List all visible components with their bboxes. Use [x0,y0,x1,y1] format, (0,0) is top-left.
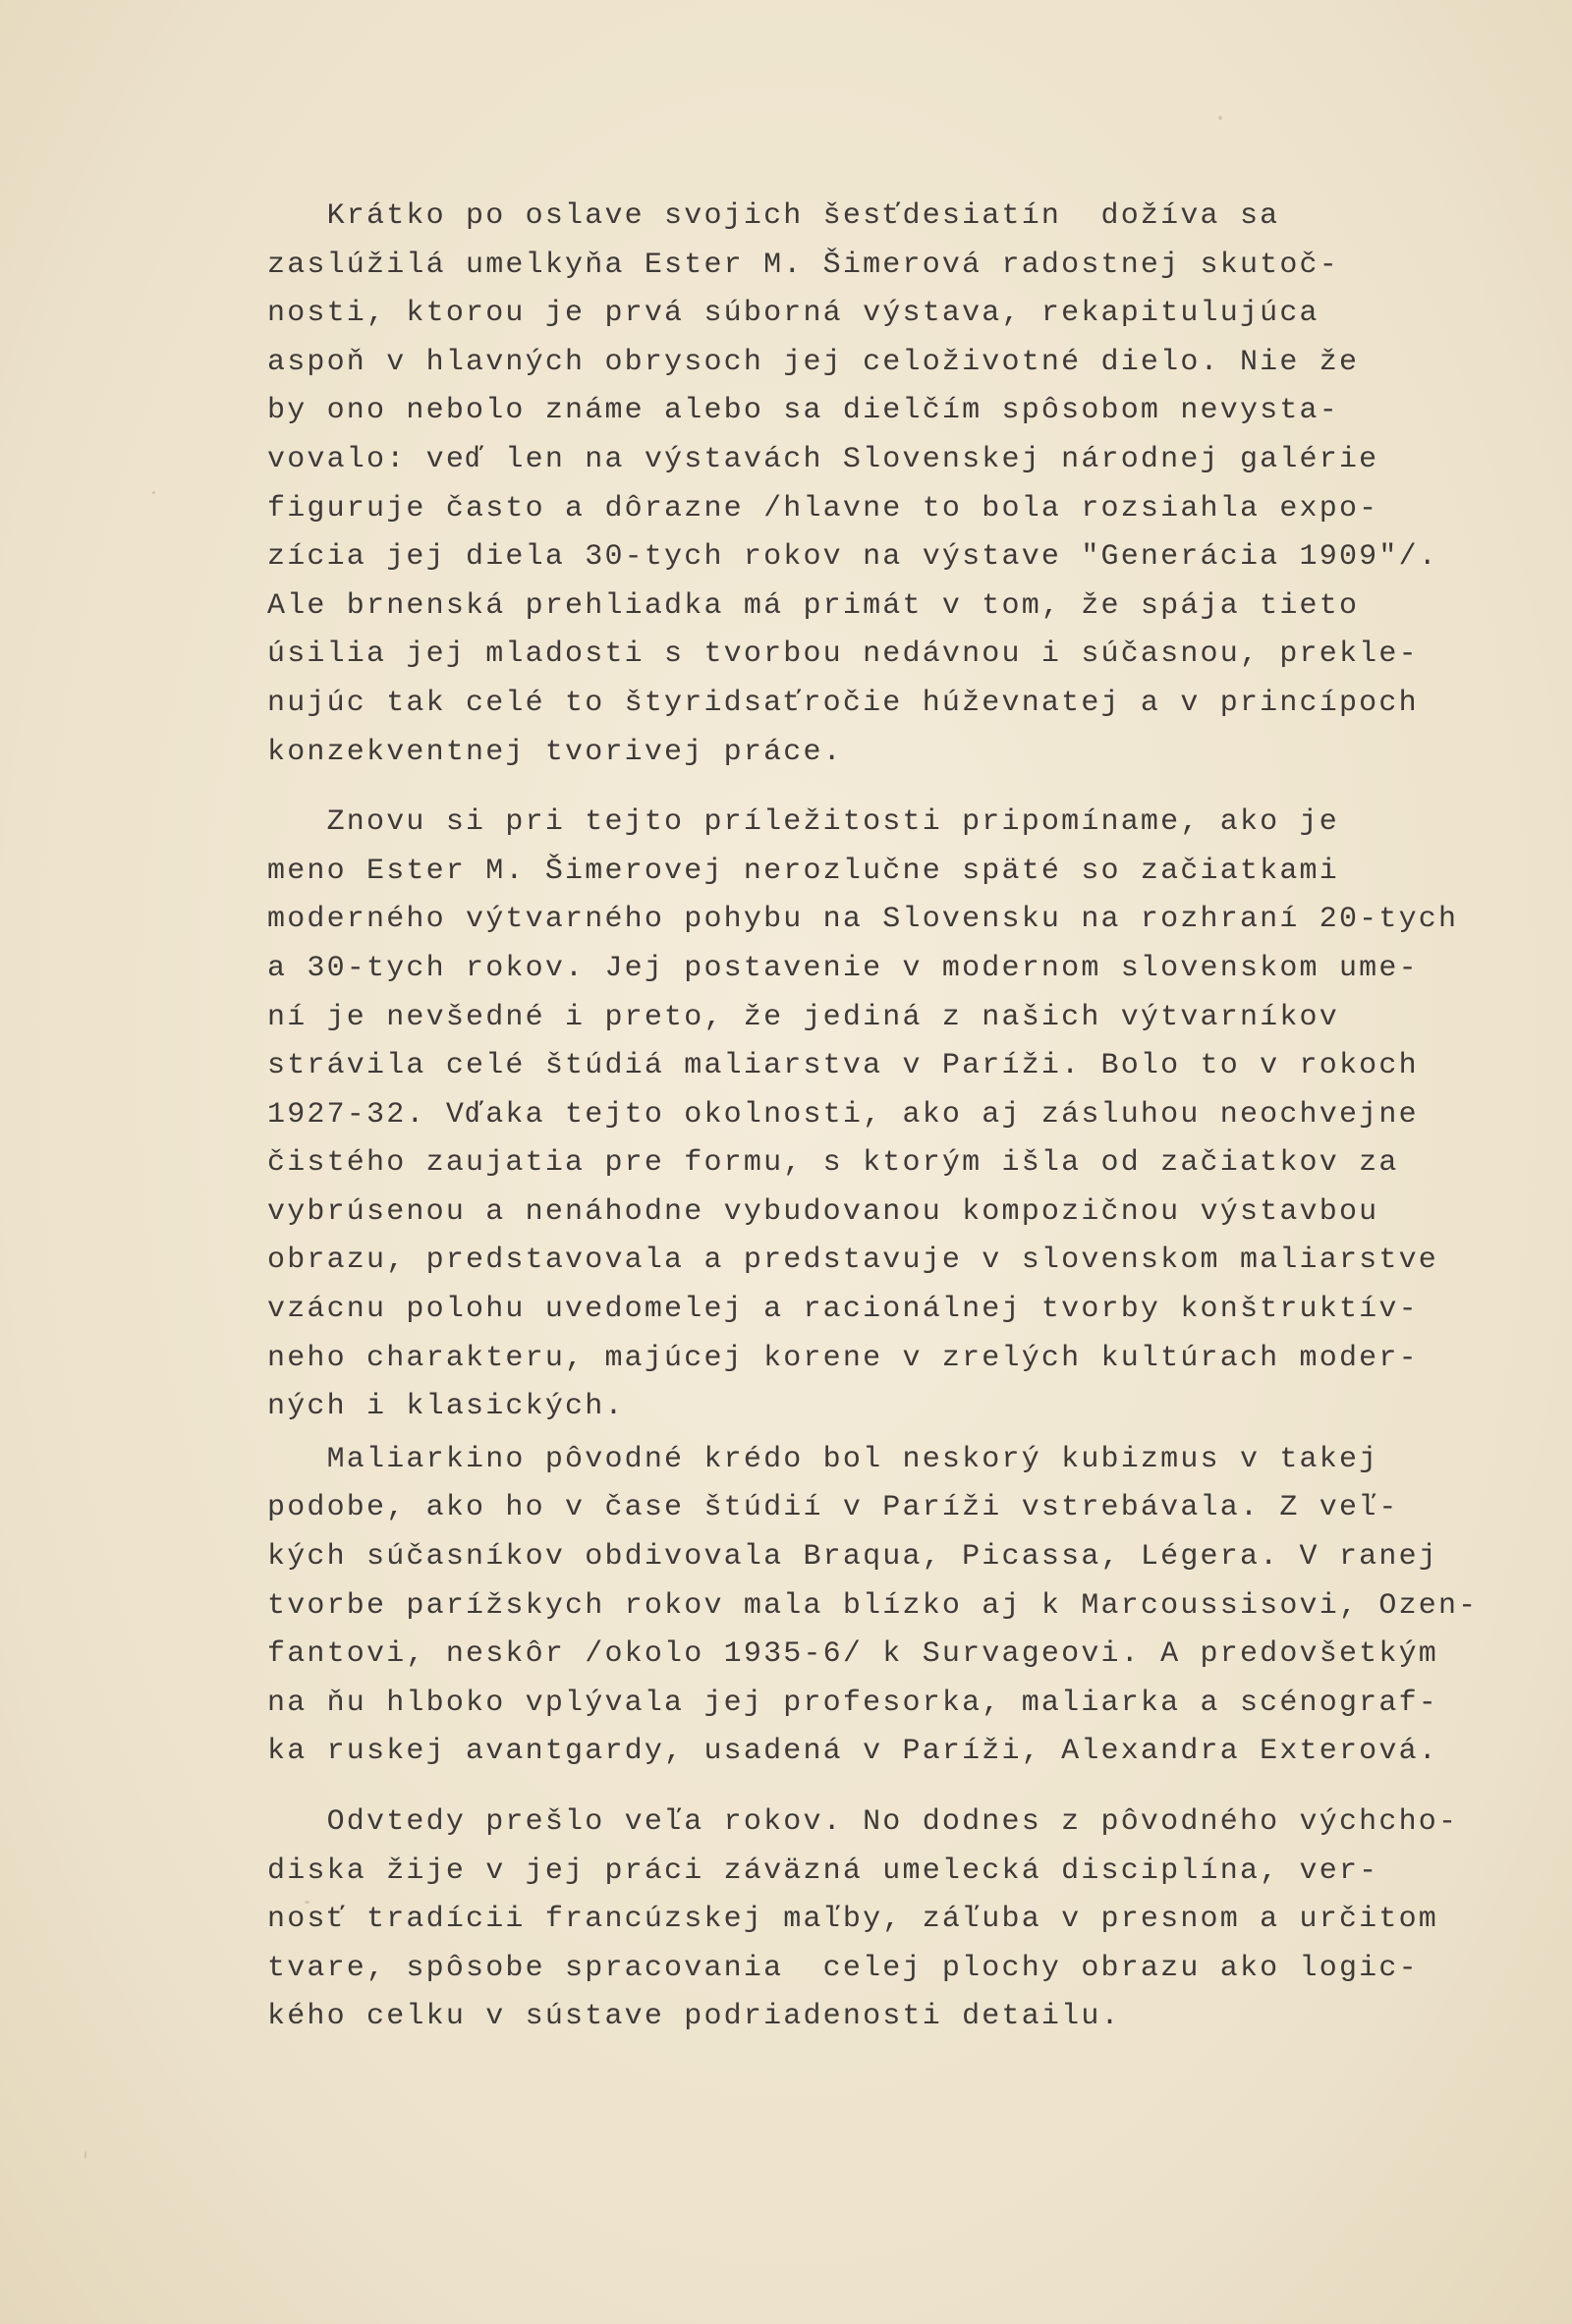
text-line: strávila celé štúdiá maliarstva v Paríži. Bolo to v rokoch [267,1049,1419,1083]
paragraph-spacing [267,1777,1544,1798]
text-line: 1927-32. Vďaka tejto okolnosti, ako aj zásluhou neochvejne [267,1097,1419,1132]
text-line: na ňu hlboko vplývala jej profesorka, maliarka a scénograf- [267,1686,1438,1720]
text-line: aspoň v hlavných obrysoch jej celoživotné dielo. Nie že [267,345,1360,379]
text-line: vovalo: veď len na výstavách Slovenskej národnej galérie [267,442,1379,476]
paragraph-spacing [267,777,1544,799]
text-line: úsilia jej mladosti s tvorbou nedávnou i súčasnou, prekle- [267,637,1419,672]
text-line: konzekventnej tvorivej práce. [267,735,843,769]
text-line: meno Ester M. Šimerovej nerozlučne späté so začiatkami [267,854,1339,888]
text-line: Odvtedy prešlo veľa rokov. No dodnes z pôvodného výchcho- [267,1805,1459,1839]
text-line: ka ruskej avantgardy, usadená v Paríži, Alexandra Exterová. [267,1735,1438,1769]
text-line: fantovi, neskôr /okolo 1935-6/ k Survageovi. A predovšetkým [267,1637,1438,1672]
text-line: vybrúsenou a nenáhodne vybudovanou kompozičnou výstavbou [267,1194,1379,1229]
paragraph-3 [267,1436,1544,1777]
text-line: zaslúžilá umelkyňa Ester M. Šimerová radostnej skutoč- [267,248,1339,282]
text-line: kých súčasníkov obdivovala Braqua, Picassa, Légera. V ranej [267,1540,1438,1575]
paragraph-1 [267,193,1544,777]
text-line: obrazu, predstavovala a predstavuje v slovenskom maliarstve [267,1244,1438,1278]
text-line: Maliarkino pôvodné krédo bol neskorý kubizmus v takej [267,1442,1379,1476]
text-line: ných i klasických. [267,1390,625,1424]
text-line: by ono nebolo známe alebo sa dielčím spôsobom nevysta- [267,394,1339,428]
text-line: diska žije v jej práci záväzná umelecká disciplína, ver- [267,1854,1379,1888]
text-line: nosť tradícii francúzskej maľby, záľuba v presnom a určitom [267,1903,1438,1937]
text-line: neho charakteru, majúcej korene v zrelých kultúrach moder- [267,1341,1419,1375]
text-line: Ale brnenská prehliadka má primát v tom, že spája tieto [267,588,1360,623]
text-line: tvorbe parížskych rokov mala blízko aj k Marcoussisovi, Ozen- [267,1588,1479,1623]
paper-speck [152,491,155,494]
text-line: ní je nevšedné i preto, že jediná z našich výtvarníkov [267,1000,1339,1034]
text-line: moderného výtvarného pohybu na Slovensku na rozhraní 20-tych [267,903,1459,937]
paragraph-2 [267,799,1544,1432]
text-line: tvare, spôsobe spracovania celej plochy obrazu ako logic- [267,1951,1419,1985]
text-line: zícia jej diela 30-tych rokov na výstave "Generácia 1909"/. [267,540,1438,575]
document-body [267,193,1544,2042]
text-line: figuruje často a dôrazne /hlavne to bola rozsiahla expo- [267,491,1379,526]
paragraph-4 [267,1798,1544,2042]
text-line: čistého zaujatia pre formu, s ktorým išla od začiatkov za [267,1146,1399,1181]
paper-speck [1218,116,1222,120]
text-line: a 30-tych rokov. Jej postavenie v modernom slovenskom ume- [267,951,1419,985]
text-line: vzácnu polohu uvedomelej a racionálnej tvorby konštruktív- [267,1293,1419,1327]
paper-speck [84,2151,86,2159]
text-line: podobe, ako ho v čase štúdií v Paríži vstrebávala. Z veľ- [267,1491,1399,1525]
text-line: nosti, ktorou je prvá súborná výstava, rekapitulujúca [267,297,1319,331]
text-line: Krátko po oslave svojich šesťdesiatín dožíva sa [267,199,1280,233]
text-line: nujúc tak celé to štyridsaťročie húževnatej a v princípoch [267,686,1419,720]
text-line: kého celku v sústave podriadenosti detailu. [267,2000,1121,2034]
text-line: Znovu si pri tejto príležitosti pripomíname, ako je [267,805,1339,840]
